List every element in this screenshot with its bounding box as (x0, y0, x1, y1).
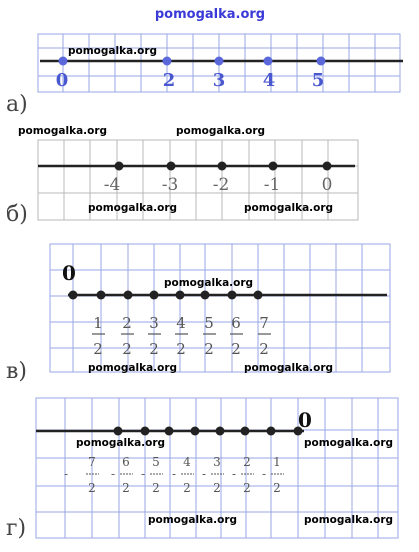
panel-g-numerator: 3 (213, 455, 221, 469)
panel-a-label-2: 2 (162, 70, 176, 91)
panel-b-point--2 (218, 162, 227, 171)
watermark: pomogalka.org (18, 125, 108, 137)
panel-b-point--3 (167, 162, 176, 171)
panel-a (6, 34, 403, 137)
panel-a-point-5 (317, 57, 326, 66)
panel-v-denominator: 2 (93, 340, 103, 358)
panel-v-point-7-2 (254, 291, 263, 300)
panel-g-fraction-7 (262, 455, 284, 495)
panel-a-point-0 (59, 57, 68, 66)
panel-b-point-0 (323, 162, 332, 171)
panel-v-fraction-1 (92, 314, 105, 358)
panel-v-fraction-7 (258, 314, 271, 358)
panel-v-numerator: 7 (259, 314, 269, 332)
panel-v-numerator: 3 (149, 314, 159, 332)
watermark: pomogalka.org (148, 514, 238, 526)
panel-v-numerator: 6 (231, 314, 241, 332)
panel-g-minus-sign: - (63, 467, 69, 481)
panel-v-denominator: 2 (231, 340, 241, 358)
panel-b (6, 140, 358, 227)
watermark: pomogalka.org (176, 125, 266, 137)
panel-a-label-3: 3 (212, 70, 226, 91)
panel-g-fraction-6 (232, 455, 254, 495)
panel-g-numerator: 1 (273, 455, 281, 469)
panel-g-denominator: 2 (183, 481, 191, 495)
panel-g-numerator: 5 (152, 455, 160, 469)
panel-a-label-0: 0 (55, 70, 69, 91)
watermark: pomogalka.org (244, 362, 334, 374)
watermark-top: pomogalka.org (154, 7, 266, 22)
panel-v-point-4-2 (176, 291, 185, 300)
panel-g-minus-sign: - (261, 467, 267, 481)
panel-v-fraction-4 (175, 314, 188, 358)
panel-b-label--1: -1 (263, 175, 281, 195)
panel-v-numerator: 4 (176, 314, 186, 332)
panel-v-point-5-2 (201, 291, 210, 300)
panel-g-numerator: 6 (122, 455, 130, 469)
panel-g-denominator: 2 (273, 481, 281, 495)
panel-b-label--4: -4 (103, 175, 121, 195)
panel-g-fraction-2 (111, 455, 133, 495)
panel-b-point--1 (269, 162, 278, 171)
panel-v-point-3-2 (150, 291, 159, 300)
watermark: pomogalka.org (164, 277, 254, 289)
panel-g-point--3-2 (216, 427, 225, 436)
panel-b-point--4 (115, 162, 124, 171)
panel-g-point--6-2 (141, 427, 150, 436)
panel-v-numerator: 5 (204, 314, 214, 332)
panel-g-fraction-1 (64, 455, 99, 495)
panel-b-label-0: 0 (321, 175, 333, 195)
panel-v-numerator: 2 (122, 314, 132, 332)
panel-g-numerator: 7 (88, 455, 96, 469)
panel-g-minus-sign: - (140, 467, 146, 481)
panel-v-denominator: 2 (176, 340, 186, 358)
panel-v-denominator: 2 (122, 340, 132, 358)
watermark: pomogalka.org (68, 45, 158, 57)
panel-v-denominator: 2 (149, 340, 159, 358)
panel-a-label-4: 4 (262, 70, 276, 91)
panel-g-denominator: 2 (243, 481, 251, 495)
panel-a-point-4 (264, 57, 273, 66)
panel-v-point-2-2 (124, 291, 133, 300)
panel-v-part-label: в) (6, 359, 27, 384)
panel-g-fraction-3 (141, 455, 163, 495)
panel-g-denominator: 2 (213, 481, 221, 495)
panel-a-part-label: а) (6, 92, 28, 117)
panel-g-denominator: 2 (122, 481, 130, 495)
panel-b-part-label: б) (6, 202, 28, 227)
panel-g-point--5-2 (165, 427, 174, 436)
panel-v (6, 244, 390, 384)
panel-v-denominator: 2 (204, 340, 214, 358)
panel-g-minus-sign: - (231, 467, 237, 481)
panel-a-point-2 (163, 57, 172, 66)
panel-g-numerator: 2 (243, 455, 251, 469)
panel-b-label--3: -3 (161, 175, 179, 195)
panel-g-minus-sign: - (201, 467, 207, 481)
panel-g-minus-sign: - (171, 467, 177, 481)
panel-g-minus-sign: - (110, 467, 116, 481)
panel-v-point-0 (69, 291, 78, 300)
panel-v-denominator: 2 (259, 340, 269, 358)
watermark: pomogalka.org (244, 202, 334, 214)
panel-g-point--1-2 (267, 427, 276, 436)
watermark: pomogalka.org (76, 437, 166, 449)
watermark: pomogalka.org (88, 202, 178, 214)
watermark: pomogalka.org (304, 514, 394, 526)
panel-b-label--2: -2 (212, 175, 230, 195)
panel-a-label-5: 5 (311, 70, 325, 91)
panel-g-point--2-2 (241, 427, 250, 436)
panel-g-denominator: 2 (88, 481, 96, 495)
panel-g-part-label: г) (6, 516, 27, 541)
panel-g-numerator: 4 (183, 455, 191, 469)
panel-g-denominator: 2 (152, 481, 160, 495)
panel-g-point--7-2 (114, 427, 123, 436)
watermark: pomogalka.org (88, 362, 178, 374)
watermark: pomogalka.org (304, 437, 394, 449)
panel-v-point-6-2 (228, 291, 237, 300)
panel-v-numerator: 1 (93, 314, 103, 332)
panel-a-point-3 (215, 57, 224, 66)
panel-g-fraction-4 (172, 455, 194, 495)
panel-v-zero-label: 0 (62, 261, 76, 285)
panel-g-zero-label: 0 (298, 408, 312, 432)
panel-g (6, 398, 398, 541)
panel-g-point--4-2 (191, 427, 200, 436)
panel-v-point-1-2 (97, 291, 106, 300)
